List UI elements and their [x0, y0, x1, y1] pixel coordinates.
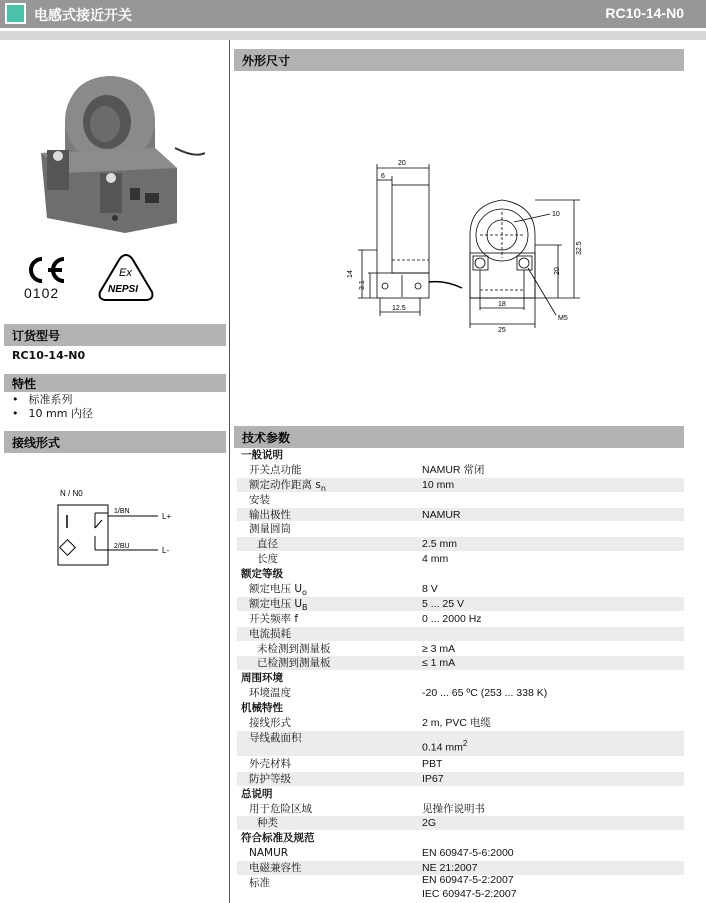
header-bar	[0, 0, 706, 28]
spec-value-text: -20 ... 65 ºC (253 ... 338 K)	[422, 687, 548, 700]
spec-label	[249, 508, 291, 523]
spec-value	[422, 597, 464, 612]
spec-row	[237, 831, 684, 846]
spec-group-title: 符合标准及规范	[241, 832, 315, 845]
ce-number: 0102	[24, 285, 60, 301]
spec-row	[237, 701, 684, 716]
spec-label-text: 电磁兼容性	[249, 862, 302, 875]
spec-label-text: 电流损耗	[249, 627, 291, 640]
spec-table	[237, 448, 684, 902]
dim-10: 10	[552, 211, 560, 218]
features-list	[12, 393, 93, 421]
spec-label	[249, 861, 302, 876]
features-section-header: 特性	[4, 374, 226, 392]
spec-value-text: NAMUR	[422, 508, 461, 521]
spec-row	[237, 876, 684, 902]
spec-value-2: IEC 60947-5-2:2007	[422, 888, 517, 901]
spec-row	[237, 582, 684, 597]
spec-label-text: 长度	[257, 553, 278, 566]
spec-value-superscript: 2	[462, 738, 468, 748]
spec-value	[422, 582, 438, 597]
spec-value	[422, 478, 454, 493]
nepsi-text: NEPSI	[108, 284, 139, 295]
spec-value-text: 0.14 mm	[422, 741, 463, 754]
spec-value-text: 2.5 mm	[422, 538, 458, 551]
spec-value	[422, 757, 442, 772]
spec-value-text: 10 mm	[422, 478, 455, 491]
spec-label-text: 标准	[249, 877, 270, 890]
spec-value	[422, 537, 457, 552]
spec-row	[237, 567, 684, 582]
spec-value	[422, 873, 514, 888]
spec-label	[249, 612, 298, 627]
spec-label-text: 种类	[257, 817, 278, 830]
spec-row	[237, 508, 684, 523]
spec-label	[257, 552, 278, 567]
spec-label	[249, 802, 312, 817]
spec-label-text: 用于危险区域	[249, 802, 312, 815]
spec-label-text: 防护等级	[249, 772, 291, 785]
spec-label	[249, 522, 291, 537]
spec-row	[237, 757, 684, 772]
header-square-icon	[5, 3, 26, 24]
spec-value	[422, 463, 484, 478]
spec-label-text: 额定电压 U	[249, 597, 303, 610]
spec-value-text: EN 60947-5-2:2007	[422, 874, 514, 887]
spec-value	[422, 612, 482, 627]
wire1-label: 1/BN	[114, 508, 130, 515]
spec-row	[237, 802, 684, 817]
spec-value-text: PBT	[422, 757, 443, 770]
spec-row	[237, 642, 684, 657]
spec-label-text: 已检测到测量板	[257, 657, 331, 670]
spec-label	[257, 656, 331, 671]
spec-row	[237, 671, 684, 686]
ex-text: Ex	[119, 267, 132, 279]
dim-6: 6	[381, 173, 385, 180]
spec-label-text: 输出极性	[249, 508, 291, 521]
spec-row	[237, 597, 684, 612]
spec-row	[237, 478, 684, 493]
spec-label	[249, 757, 291, 772]
spec-group-title: 一般说明	[241, 449, 283, 461]
tech-section-header: 技术参数	[234, 426, 684, 448]
spec-label	[249, 493, 270, 508]
spec-row	[237, 537, 684, 552]
spec-value-text: NAMUR 常闭	[422, 463, 485, 476]
spec-label	[257, 816, 278, 831]
spec-group-title: 额定等级	[241, 568, 283, 581]
spec-group-title: 周围环境	[241, 672, 283, 685]
spec-label	[249, 846, 288, 861]
spec-value	[422, 656, 455, 671]
spec-row	[237, 493, 684, 508]
order-code: RC10-14-N0	[12, 349, 86, 362]
feature-item: • 标准系列	[12, 393, 93, 407]
minus-label: L-	[162, 546, 170, 555]
spec-label	[249, 686, 291, 701]
dim-18: 18	[498, 301, 506, 308]
spec-value-text: 4 mm	[422, 553, 449, 566]
spec-value	[422, 846, 514, 861]
wiring-title: N / N0	[60, 489, 83, 498]
spec-label-text: 导线截面积	[249, 731, 302, 744]
spec-row	[237, 463, 684, 478]
spec-label	[249, 772, 291, 787]
spec-value	[422, 686, 547, 701]
spec-row	[237, 816, 684, 831]
spec-label	[257, 642, 331, 657]
spec-row	[237, 686, 684, 701]
spec-label	[249, 627, 291, 642]
plus-label: L+	[162, 512, 172, 521]
spec-value-text: 0 ... 2000 Hz	[422, 612, 482, 625]
column-divider	[229, 40, 230, 903]
spec-label-subscript: n	[320, 483, 326, 493]
spec-label-text: 接线形式	[249, 717, 291, 730]
spec-label-text: 测量圆筒	[249, 523, 291, 536]
header-divider	[0, 31, 706, 40]
spec-label	[257, 537, 278, 552]
dimensions-section-header: 外形尺寸	[234, 49, 684, 71]
spec-value-text: 见操作说明书	[422, 802, 485, 815]
spec-value-text: NE 21:2007	[422, 862, 478, 875]
spec-label-text: 额定动作距离 s	[249, 478, 321, 491]
feature-item: • 10 mm 内径	[12, 407, 93, 421]
product-image	[25, 58, 205, 238]
spec-value	[422, 816, 436, 831]
spec-value	[422, 772, 444, 787]
spec-label	[249, 463, 302, 478]
spec-label-text: 额定电压 U	[249, 583, 303, 596]
spec-value-text: ≤ 1 mA	[422, 657, 456, 670]
spec-row	[237, 612, 684, 627]
spec-label	[249, 876, 270, 891]
spec-value-text: IP67	[422, 772, 444, 785]
spec-label	[249, 731, 302, 746]
spec-value-text: 2G	[422, 817, 437, 830]
ce-mark-icon	[22, 255, 72, 285]
spec-label-text: 未检测到测量板	[257, 642, 331, 655]
spec-row	[237, 522, 684, 537]
spec-label-text: 环境温度	[249, 687, 291, 700]
spec-row	[237, 846, 684, 861]
product-code-title: RC10-14-N0	[605, 5, 684, 21]
spec-group-title: 总说明	[241, 787, 273, 800]
wiring-section-header: 接线形式	[4, 431, 226, 453]
spec-label-subscript: o	[302, 588, 307, 598]
spec-label-text: 外壳材料	[249, 757, 291, 770]
spec-row	[237, 552, 684, 567]
spec-value-text: 2 m, PVC 电缆	[422, 717, 491, 730]
spec-row	[237, 716, 684, 731]
spec-row	[237, 448, 684, 463]
spec-label-text: 安装	[249, 493, 270, 506]
spec-value-text: EN 60947-5-6:2000	[422, 847, 514, 860]
dim-32-5: 32.5	[576, 241, 583, 255]
spec-value	[422, 508, 461, 523]
spec-value	[422, 737, 467, 755]
spec-value-text: ≥ 3 mA	[422, 642, 456, 655]
page-title: 电感式接近开关	[34, 8, 132, 24]
wire2-label: 2/BU	[114, 543, 130, 550]
dim-m5: M5	[558, 315, 568, 322]
spec-label-text: 开关频率 f	[249, 612, 299, 625]
spec-value-text: 5 ... 25 V	[422, 597, 465, 610]
nepsi-logo-icon	[95, 252, 157, 304]
spec-label-text: 直径	[257, 538, 278, 551]
dim-20b: 20	[554, 267, 561, 275]
spec-row	[237, 787, 684, 802]
spec-row	[237, 656, 684, 671]
spec-label-text: NAMUR	[249, 847, 289, 860]
dim-12-5: 12.5	[392, 305, 406, 312]
spec-label	[249, 716, 291, 731]
spec-value	[422, 802, 485, 817]
wiring-diagram	[50, 480, 190, 570]
spec-group-title: 机械特性	[241, 702, 283, 715]
dim-20: 20	[398, 160, 406, 167]
spec-row	[237, 627, 684, 642]
spec-label-text: 开关点功能	[249, 463, 302, 476]
dim-3-1: 3.1	[359, 280, 366, 290]
dim-25: 25	[498, 327, 506, 334]
order-section-header: 订货型号	[4, 324, 226, 346]
spec-row	[237, 772, 684, 787]
spec-label-subscript: B	[302, 603, 308, 612]
spec-value-text: 8 V	[422, 583, 438, 596]
spec-value	[422, 552, 448, 567]
spec-value	[422, 716, 491, 731]
dimension-drawing	[330, 150, 590, 335]
spec-row	[237, 731, 684, 757]
dim-14: 14	[347, 270, 354, 278]
spec-value	[422, 642, 455, 657]
